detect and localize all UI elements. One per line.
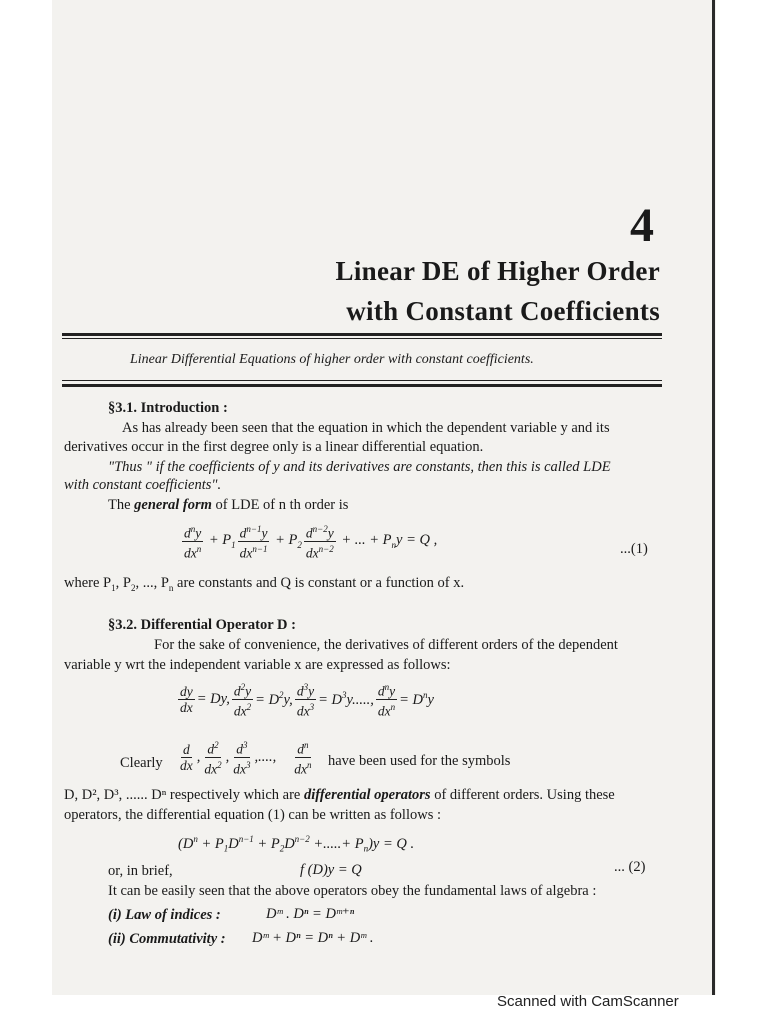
title-rule-top-thin [62, 338, 662, 339]
page-edge-shadow [712, 0, 715, 995]
equation-label-2: ... (2) [614, 859, 646, 875]
intro-para2-line2: with constant coefficients". [64, 477, 222, 493]
law-commutativity-label: (ii) Commutativity : [108, 931, 226, 947]
section-heading-introduction: §3.1. Introduction : [108, 400, 228, 416]
eq1-term-dny: $\frac{d^ny}{dx^n}$ [184, 524, 202, 560]
law-indices-label: (i) Law of indices : [108, 907, 221, 923]
general-form-pre: The [108, 497, 135, 513]
equation-label-1: ...(1) [620, 541, 648, 557]
general-form-line [108, 496, 348, 515]
operator-para-line1: For the sake of convenience, the derivatives of different orders of the dependent [154, 637, 618, 653]
general-form-post: of LDE of n th order is [211, 497, 349, 513]
chapter-number: 4 [630, 199, 654, 252]
equation-general-form: $\frac{d^ny}{dx^n}$ + $P_1$ $\frac{d^{n-1}y}{dx^{n-1}}$ + $P_2$ $\frac{d^{n-2}y}{dx^{n-2}}$ + ... + $P_ny = Q$ , [184, 524, 438, 560]
title-rule-top [62, 333, 662, 336]
ops-line1: D, D², D³, ...... Dⁿ respectively which are differential operators of different orders. Using these [64, 787, 615, 803]
section-heading-operator: §3.2. Differential Operator D : [108, 617, 296, 633]
chapter-title-line1: Linear DE of Higher Order [335, 256, 660, 286]
equation-operator-form: ($D^n + P_1D^{n-1} + P_2D^{n-2}$ +.....+ $P_n)y = Q$ . [178, 834, 415, 854]
title-rule-bottom [62, 384, 662, 387]
law-commutativity-equation: Dᵐ + Dⁿ = Dⁿ + Dᵐ . [252, 930, 374, 946]
equation-2: f (D)y = Q [300, 862, 362, 878]
intro-para1-line2: derivatives occur in the first degree only is a linear differential equation. [64, 439, 484, 455]
or-brief: or, in brief, [108, 863, 173, 879]
eq1-term-dn1y: $\frac{d^{n-1}y}{dx^{n-1}}$ [239, 524, 268, 560]
ops-line2: operators, the differential equation (1) can be written as follows : [64, 807, 442, 823]
eq1-term-dn2y: $\frac{d^{n-2}y}{dx^{n-2}}$ [305, 524, 334, 560]
laws-intro: It can be easily seen that the above operators obey the fundamental laws of algebra : [108, 883, 597, 899]
clearly-label: Clearly [120, 755, 163, 771]
camscanner-watermark: Scanned with CamScanner [497, 993, 679, 1010]
operator-symbols: $\frac{d}{dx}$ , $\frac{d^2}{dx^2}$ , $\frac{d^3}{dx^3}$ ,...., $\frac{d^n}{dx^n}$ [180, 740, 312, 776]
intro-para1-line1: As has already been seen that the equation in which the dependent variable y and its [122, 420, 610, 436]
law-indices-equation: Dᵐ . Dⁿ = Dᵐ⁺ⁿ [266, 906, 355, 922]
title-rule-bottom-thin [62, 380, 662, 381]
chapter-title-line2: with Constant Coefficients [346, 296, 660, 326]
chapter-subtitle: Linear Differential Equations of higher order with constant coefficients. [130, 352, 534, 367]
general-form-term: general form [134, 497, 212, 513]
intro-para2-line1: "Thus " if the coefficients of y and its derivatives are constants, then this is called LDE [108, 459, 611, 475]
equation-operator-definitions: $\frac{dy}{dx}$ = Dy, $\frac{d^2y}{dx^2}$ = $D^2y$, $\frac{d^3y}{dx^3}$ = $D^3y$....., $\frac{d^ny}{dx^n}$ = $D^ny$ [180, 682, 434, 718]
where-line: where $P_1$, $P_2$, ..., $P_n$ are constants and Q is constant or a function of x. [64, 575, 465, 593]
symbols-text: have been used for the symbols [328, 753, 511, 769]
operator-para-line2: variable y wrt the independent variable x are expressed as follows: [64, 657, 451, 673]
